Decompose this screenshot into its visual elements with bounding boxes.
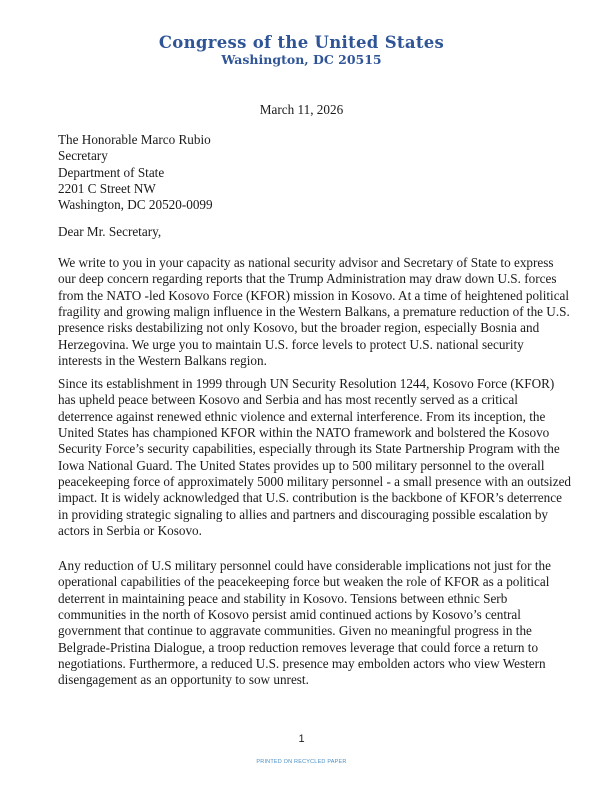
paragraph-line: communities in the north of Kosovo persist amid continued actions by Kosovo’s central xyxy=(58,607,521,623)
paragraph-line: Belgrade-Pristina Dialogue, a troop reduction removes leverage that could force a return to xyxy=(58,639,539,655)
paragraph-line: impact. It is widely acknowledged that U.S. contribution is the backbone of KFOR’s deterrence xyxy=(58,490,562,506)
paragraph-line: Iowa National Guard. The United States provides up to 500 military personnel to the overall xyxy=(58,457,545,473)
paragraph-line: has upheld peace between Kosovo and Serbia and has most recently served as a critical xyxy=(58,392,518,408)
paragraph-line: deterrent in maintaining peace and stability in Kosovo. Tensions between ethnic Serb xyxy=(58,590,508,606)
recipient-title: Secretary xyxy=(58,148,108,164)
paragraph-line: Herzegovina. We urge you to maintain U.S. force levels to protect U.S. national security xyxy=(58,336,524,352)
letterhead-subtitle: Washington, DC 20515 xyxy=(221,52,382,67)
recipient-name: The Honorable Marco Rubio xyxy=(58,132,211,147)
paragraph-line: from the NATO -led Kosovo Force (KFOR) mission in Kosovo. At a time of heightened political xyxy=(58,287,570,303)
letter-date: March 11, 2026 xyxy=(259,102,344,117)
paragraph-line: Since its establishment in 1999 through UN Security Resolution 1244, Kosovo Force (KFOR) xyxy=(58,376,555,391)
recipient-department: Department of State xyxy=(58,164,165,180)
paragraph-line: our deep concern regarding reports that the Trump Administration may draw down U.S. forces xyxy=(58,271,557,287)
paragraph-line: government that continue to aggravate communities. Given no meaningful progress in the xyxy=(58,623,532,639)
paragraph-line: Security Force’s security capabilities, especially through its State Partnership Program with the xyxy=(58,441,560,457)
recipient-street: 2201 C Street NW xyxy=(58,181,156,197)
paragraph-line: negotiations. Furthermore, a reduced U.S. presence may embolden actors who view Western xyxy=(58,656,546,672)
paragraph-line: fragility and growing malign influence in the Western Balkans, a premature reduction of the U.S. xyxy=(58,304,570,320)
paragraph-line: presence risks destabilizing not only Kosovo, but the broader region, especially Bosnia and xyxy=(58,320,540,336)
body-paragraph-1 xyxy=(58,255,570,369)
paragraph-line: operational capabilities of the peacekeeping force but weaken the role of KFOR as a political xyxy=(58,574,550,590)
paragraph-line: actors in Serbia or Kosovo. xyxy=(58,523,202,539)
paragraph-line: United States has championed KFOR within the NATO framework and bolstered the Kosovo xyxy=(58,425,550,441)
paragraph-line: Any reduction of U.S military personnel could have considerable implications not just for the xyxy=(58,558,551,573)
recipient-city: Washington, DC 20520-0099 xyxy=(58,197,213,213)
salutation: Dear Mr. Secretary, xyxy=(58,224,162,239)
letterhead-title: Congress of the United States xyxy=(158,33,445,52)
body-paragraph-2 xyxy=(58,376,571,539)
paragraph-line: peacekeeping force of approximately 5000 military personnel - a small presence with an outsized xyxy=(58,474,572,490)
body-paragraph-3 xyxy=(58,558,551,689)
recipient-address xyxy=(58,132,213,214)
paragraph-line: deterrence against renewed ethnic violence and external interference. From its inception, the xyxy=(58,408,546,424)
paragraph-line: interests in the Western Balkans region. xyxy=(58,353,267,369)
recycled-paper-note: PRINTED ON RECYCLED PAPER xyxy=(256,759,347,765)
paragraph-line: We write to you in your capacity as national security advisor and Secretary of State to express xyxy=(58,255,554,270)
page-number: 1 xyxy=(298,733,305,745)
paragraph-line: in providing strategic signaling to allies and partners and discouraging possible escalation by xyxy=(58,506,549,522)
paragraph-line: disengagement as an opportunity to sow unrest. xyxy=(58,672,309,688)
